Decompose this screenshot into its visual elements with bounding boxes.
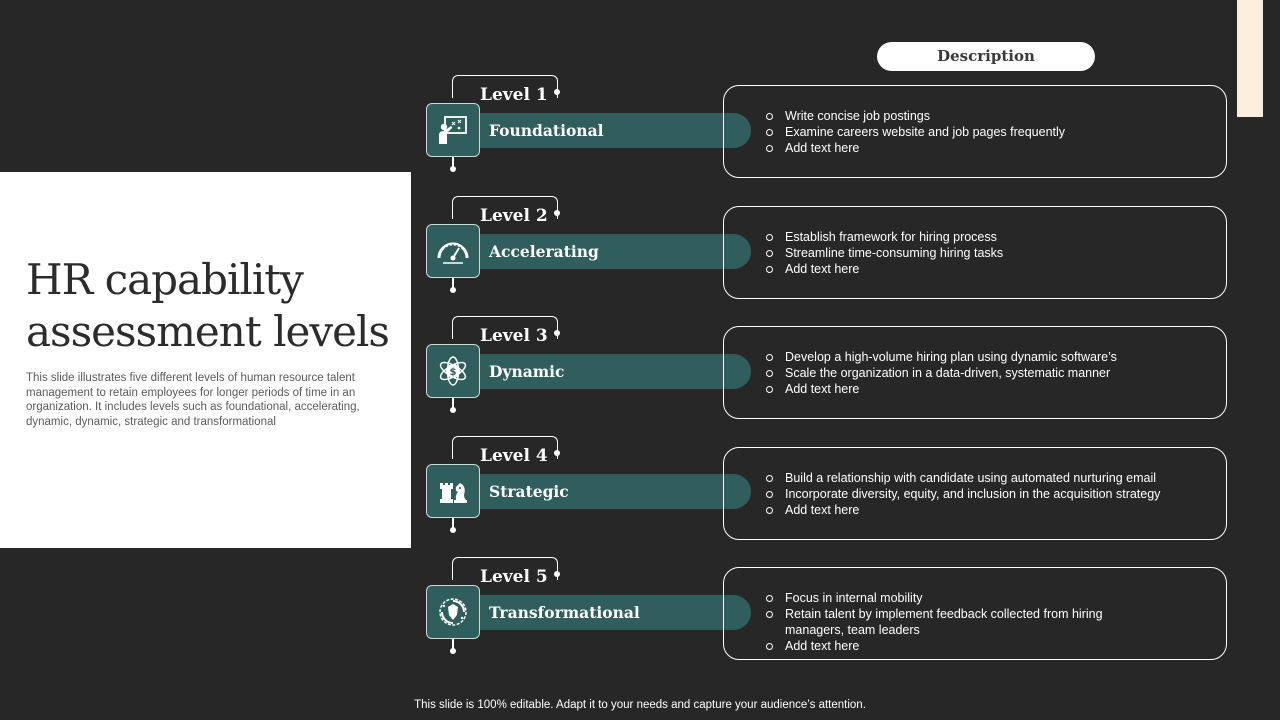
bullet-circle-icon: [766, 643, 773, 650]
slide-title: HR capability assessment levels: [26, 255, 389, 356]
list-item-text: Establish framework for hiring process: [785, 230, 997, 244]
bullet-circle-icon: [766, 595, 773, 602]
list-item: [766, 590, 1206, 606]
bullet-circle-icon: [766, 611, 773, 618]
list-item: [766, 245, 1206, 261]
level-name: Accelerating: [489, 242, 599, 261]
list-item-text: Incorporate diversity, equity, and inclusion in the acquisition strategy: [785, 487, 1161, 501]
bullet-circle-icon: [766, 491, 773, 498]
description-box: [723, 206, 1227, 299]
stem-dot: [450, 287, 456, 293]
description-list: [766, 470, 1206, 518]
description-box: [723, 85, 1227, 178]
teacher-board-icon: [426, 103, 480, 157]
list-item: [766, 261, 1206, 277]
stem-dot: [450, 166, 456, 172]
list-item-text: Retain talent by implement feedback collected from hiring managers, team leaders: [785, 607, 1103, 637]
description-box: [723, 326, 1227, 419]
level-name: Foundational: [489, 121, 604, 140]
bullet-circle-icon: [766, 507, 773, 514]
list-item-text: Write concise job postings: [785, 109, 930, 123]
bracket-dot: [554, 330, 560, 336]
list-item: [766, 349, 1206, 365]
svg-text:$: $: [449, 367, 457, 378]
list-item: [766, 140, 1206, 156]
list-item-text: Add text here: [785, 639, 860, 653]
list-item-text: Develop a high-volume hiring plan using dynamic software’s: [785, 350, 1117, 364]
level-label: Level 5: [480, 567, 548, 587]
bullet-circle-icon: [766, 250, 773, 257]
level-label: Level 1: [480, 85, 548, 105]
speedometer-icon: [426, 224, 480, 278]
title-card: [0, 172, 411, 548]
list-item: [766, 365, 1206, 381]
level-label: Level 4: [480, 446, 548, 466]
bullet-circle-icon: [766, 354, 773, 361]
bullet-circle-icon: [766, 386, 773, 393]
list-item: [766, 124, 1206, 140]
description-list: [766, 349, 1206, 397]
list-item-text: Add text here: [785, 141, 860, 155]
description-header: Description: [877, 42, 1095, 71]
bracket-dot: [554, 89, 560, 95]
bullet-circle-icon: [766, 129, 773, 136]
level-label: Level 2: [480, 206, 548, 226]
list-item-text: Add text here: [785, 382, 860, 396]
accent-strip: [1237, 0, 1263, 117]
list-item-text: Streamline time-consuming hiring tasks: [785, 246, 1004, 260]
description-list: [766, 108, 1206, 156]
list-item: [766, 606, 1105, 638]
list-item-text: Build a relationship with candidate using automated nurturing email: [785, 471, 1157, 485]
bullet-circle-icon: [766, 266, 773, 273]
list-item: [766, 108, 1206, 124]
transformation-globe-icon: [426, 585, 480, 639]
description-list: [766, 590, 1206, 654]
bracket-dot: [554, 571, 560, 577]
list-item-text: Scale the organization in a data-driven, systematic manner: [785, 366, 1111, 380]
slide-subtitle: This slide illustrates five different levels of human resource talent management to retain employees for longer periods of time in an organization. It includes levels such as foundational, accelerating, dynamic, dynamic, strategic and transformational: [26, 372, 360, 428]
bracket-dot: [554, 210, 560, 216]
list-item: [766, 486, 1206, 502]
list-item: [766, 638, 1206, 654]
stem-dot: [450, 527, 456, 533]
list-item: [766, 502, 1206, 518]
bullet-circle-icon: [766, 475, 773, 482]
description-list: [766, 229, 1206, 277]
level-label: Level 3: [480, 326, 548, 346]
bullet-circle-icon: [766, 234, 773, 241]
stem-dot: [450, 407, 456, 413]
list-item: [766, 470, 1206, 486]
list-item: [766, 229, 1206, 245]
footer-note: This slide is 100% editable. Adapt it to your needs and capture your audience’s attention.: [414, 699, 866, 711]
chess-pieces-icon: [426, 464, 480, 518]
bracket-dot: [554, 450, 560, 456]
list-item-text: Examine careers website and job pages frequently: [785, 125, 1066, 139]
level-name: Dynamic: [489, 362, 565, 381]
list-item-text: Focus in internal mobility: [785, 591, 923, 605]
description-box: [723, 447, 1227, 540]
description-box: [723, 567, 1227, 660]
stem-dot: [450, 648, 456, 654]
bullet-circle-icon: [766, 370, 773, 377]
level-name: Strategic: [489, 482, 569, 501]
atom-dollar-icon: [426, 344, 480, 398]
level-name: Transformational: [489, 603, 640, 622]
list-item: [766, 381, 1206, 397]
bullet-circle-icon: [766, 145, 773, 152]
bullet-circle-icon: [766, 113, 773, 120]
list-item-text: Add text here: [785, 262, 860, 276]
list-item-text: Add text here: [785, 503, 860, 517]
